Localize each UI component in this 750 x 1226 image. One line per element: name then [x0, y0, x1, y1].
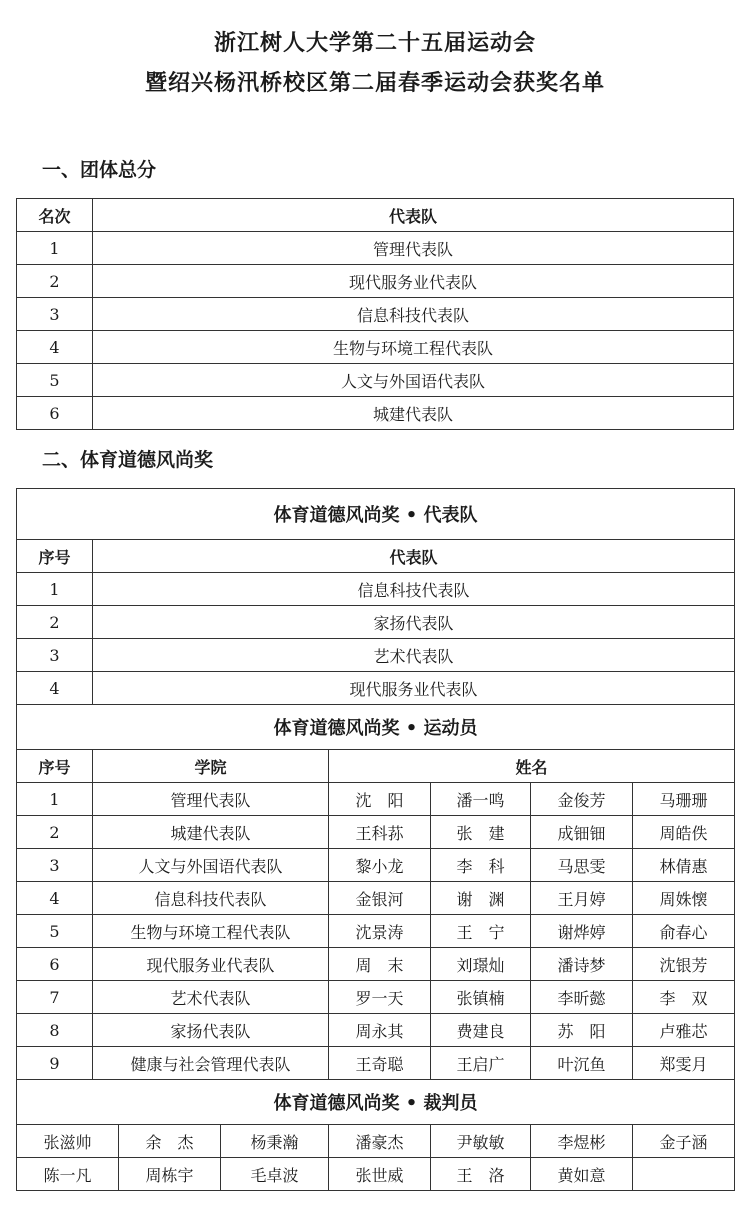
table-row — [17, 1125, 735, 1158]
team-award-title: 体育道德风尚奖 • 代表队 — [17, 489, 735, 540]
college-cell: 家扬代表队 — [93, 1014, 329, 1047]
table-row — [17, 606, 735, 639]
team-total-table — [16, 198, 734, 430]
athlete-name-cell: 周姝懐 — [633, 882, 735, 915]
college-cell: 城建代表队 — [93, 816, 329, 849]
table-row — [17, 672, 735, 705]
athlete-name-cell: 沈景涛 — [329, 915, 431, 948]
section-heading-sportsmanship: 二、体育道德风尚奖 — [42, 449, 214, 471]
table-row — [17, 948, 735, 981]
table-row — [17, 397, 734, 430]
col-header-team: 代表队 — [93, 199, 734, 232]
athlete-name-cell: 叶沉鱼 — [531, 1047, 633, 1080]
team-cell: 信息科技代表队 — [93, 298, 734, 331]
col-header-name: 姓名 — [329, 750, 735, 783]
table-header-row — [17, 540, 735, 573]
college-cell: 艺术代表队 — [93, 981, 329, 1014]
athlete-name-cell: 谢烨婷 — [531, 915, 633, 948]
document-title-line2: 暨绍兴杨汛桥校区第二届春季运动会获奖名单 — [144, 71, 605, 96]
referee-name-cell: 张滋帅 — [17, 1125, 119, 1158]
referee-name-cell: 张世威 — [329, 1158, 431, 1191]
athlete-name-cell: 张镇楠 — [431, 981, 531, 1014]
table-row — [17, 639, 735, 672]
athlete-name-cell: 王奇聪 — [329, 1047, 431, 1080]
table-row — [17, 1047, 735, 1080]
athlete-name-cell: 郑雯月 — [633, 1047, 735, 1080]
college-cell: 现代服务业代表队 — [93, 948, 329, 981]
referee-name-cell: 李煜彬 — [531, 1125, 633, 1158]
athlete-name-cell: 谢 渊 — [431, 882, 531, 915]
table-row — [17, 981, 735, 1014]
athlete-name-cell: 林倩惠 — [633, 849, 735, 882]
athlete-name-cell: 金俊芳 — [531, 783, 633, 816]
referee-name-cell: 金子涵 — [633, 1125, 735, 1158]
sportsmanship-award-table — [16, 488, 735, 1191]
referee-name-cell: 余 杰 — [119, 1125, 221, 1158]
no-cell: 2 — [17, 606, 93, 639]
athlete-name-cell: 马珊珊 — [633, 783, 735, 816]
college-cell: 人文与外国语代表队 — [93, 849, 329, 882]
section-heading-team-total: 一、团体总分 — [42, 159, 157, 181]
athlete-name-cell: 李 科 — [431, 849, 531, 882]
col-header-college: 学院 — [93, 750, 329, 783]
team-cell: 艺术代表队 — [93, 639, 735, 672]
referee-name-cell: 王 洛 — [431, 1158, 531, 1191]
rank-cell: 4 — [17, 331, 93, 364]
table-row — [17, 816, 735, 849]
table-row — [17, 849, 735, 882]
athlete-name-cell: 王月婷 — [531, 882, 633, 915]
rank-cell: 1 — [17, 232, 93, 265]
no-cell: 9 — [17, 1047, 93, 1080]
athlete-name-cell: 周皓佚 — [633, 816, 735, 849]
no-cell: 3 — [17, 849, 93, 882]
team-cell: 城建代表队 — [93, 397, 734, 430]
col-header-no: 序号 — [17, 540, 93, 573]
table-row — [17, 265, 734, 298]
athlete-name-cell: 刘璟灿 — [431, 948, 531, 981]
no-cell: 1 — [17, 783, 93, 816]
referee-name-cell: 周栋宇 — [119, 1158, 221, 1191]
athlete-name-cell: 周 末 — [329, 948, 431, 981]
athlete-name-cell: 金银河 — [329, 882, 431, 915]
team-cell: 人文与外国语代表队 — [93, 364, 734, 397]
athlete-name-cell: 王科荪 — [329, 816, 431, 849]
athlete-name-cell: 费建良 — [431, 1014, 531, 1047]
athlete-name-cell: 沈 阳 — [329, 783, 431, 816]
table-row — [17, 573, 735, 606]
athlete-name-cell: 罗一天 — [329, 981, 431, 1014]
athlete-name-cell: 王启广 — [431, 1047, 531, 1080]
athlete-name-cell: 李 双 — [633, 981, 735, 1014]
athlete-name-cell: 周永其 — [329, 1014, 431, 1047]
document-title-line1: 浙江树人大学第二十五届运动会 — [213, 31, 536, 56]
team-cell: 管理代表队 — [93, 232, 734, 265]
rank-cell: 6 — [17, 397, 93, 430]
rank-cell: 5 — [17, 364, 93, 397]
team-cell: 现代服务业代表队 — [93, 265, 734, 298]
referee-award-title: 体育道德风尚奖 • 裁判员 — [17, 1080, 735, 1125]
athlete-name-cell: 潘一鸣 — [431, 783, 531, 816]
col-header-no: 序号 — [17, 750, 93, 783]
referee-name-cell: 杨秉瀚 — [221, 1125, 329, 1158]
athlete-name-cell: 苏 阳 — [531, 1014, 633, 1047]
table-row — [17, 232, 734, 265]
table-row — [17, 915, 735, 948]
athlete-name-cell: 沈银芳 — [633, 948, 735, 981]
team-cell: 现代服务业代表队 — [93, 672, 735, 705]
referee-name-cell: 陈一凡 — [17, 1158, 119, 1191]
athlete-name-cell: 成钿钿 — [531, 816, 633, 849]
college-cell: 管理代表队 — [93, 783, 329, 816]
table-row — [17, 364, 734, 397]
col-header-team: 代表队 — [93, 540, 735, 573]
table-row — [17, 331, 734, 364]
athlete-name-cell: 卢雅芯 — [633, 1014, 735, 1047]
referee-name-cell: 潘豪杰 — [329, 1125, 431, 1158]
athlete-name-cell: 张 建 — [431, 816, 531, 849]
team-cell: 信息科技代表队 — [93, 573, 735, 606]
no-cell: 4 — [17, 672, 93, 705]
no-cell: 2 — [17, 816, 93, 849]
rank-cell: 2 — [17, 265, 93, 298]
table-row — [17, 298, 734, 331]
athlete-name-cell: 李昕懿 — [531, 981, 633, 1014]
athlete-name-cell: 黎小龙 — [329, 849, 431, 882]
no-cell: 4 — [17, 882, 93, 915]
no-cell: 6 — [17, 948, 93, 981]
table-row — [17, 1014, 735, 1047]
referee-name-cell: 黄如意 — [531, 1158, 633, 1191]
referee-name-cell: 尹敏敏 — [431, 1125, 531, 1158]
table-row — [17, 783, 735, 816]
table-header-row — [17, 199, 734, 232]
no-cell: 8 — [17, 1014, 93, 1047]
rank-cell: 3 — [17, 298, 93, 331]
college-cell: 健康与社会管理代表队 — [93, 1047, 329, 1080]
athlete-name-cell: 俞春心 — [633, 915, 735, 948]
table-header-row — [17, 750, 735, 783]
referee-name-cell: 毛卓波 — [221, 1158, 329, 1191]
no-cell: 1 — [17, 573, 93, 606]
college-cell: 生物与环境工程代表队 — [93, 915, 329, 948]
table-row — [17, 1158, 735, 1191]
no-cell: 7 — [17, 981, 93, 1014]
team-cell: 家扬代表队 — [93, 606, 735, 639]
athlete-award-title: 体育道德风尚奖 • 运动员 — [17, 705, 735, 750]
table-row — [17, 882, 735, 915]
athlete-name-cell: 马思雯 — [531, 849, 633, 882]
col-header-rank: 名次 — [17, 199, 93, 232]
athlete-name-cell: 王 宁 — [431, 915, 531, 948]
college-cell: 信息科技代表队 — [93, 882, 329, 915]
team-cell: 生物与环境工程代表队 — [93, 331, 734, 364]
no-cell: 3 — [17, 639, 93, 672]
referee-name-cell — [633, 1158, 735, 1191]
no-cell: 5 — [17, 915, 93, 948]
athlete-name-cell: 潘诗梦 — [531, 948, 633, 981]
